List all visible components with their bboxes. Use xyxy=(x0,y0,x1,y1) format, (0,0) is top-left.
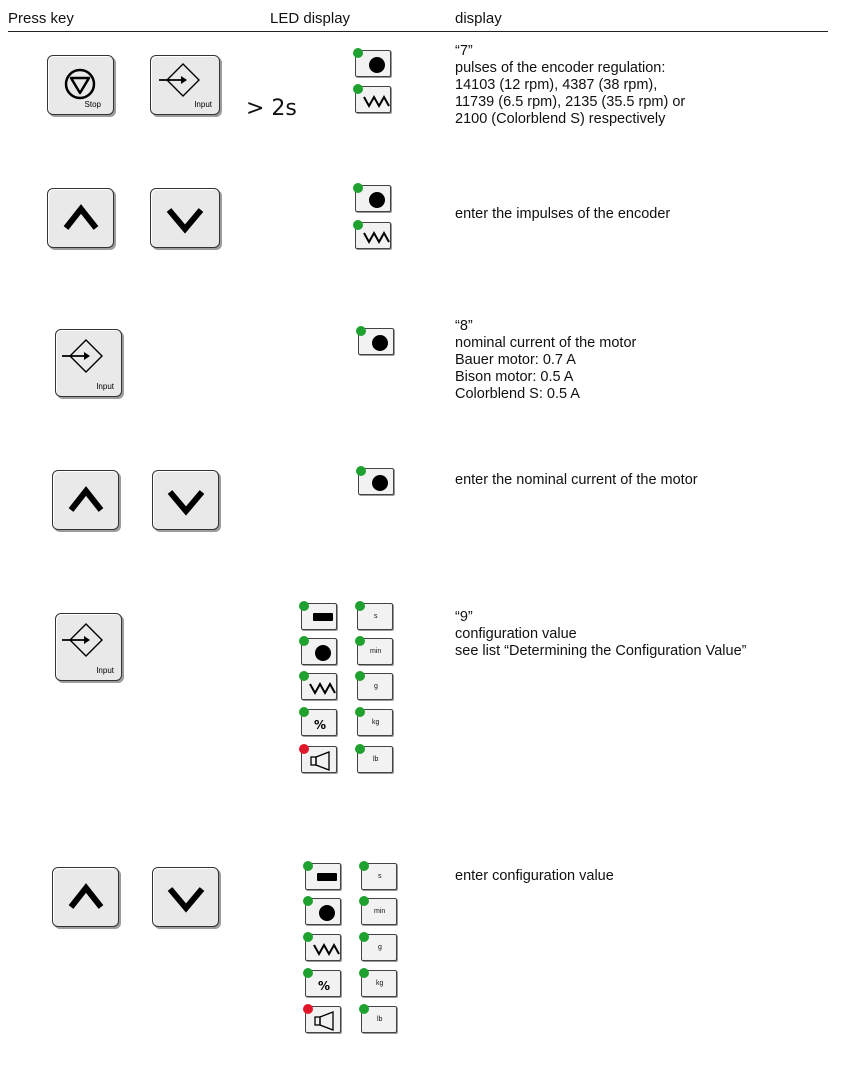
led-green xyxy=(355,744,365,754)
row3-line: Bauer motor: 0.7 A xyxy=(455,352,576,368)
led-green xyxy=(355,671,365,681)
led-green xyxy=(359,932,369,942)
chevron-up-icon xyxy=(48,189,115,249)
horn-icon xyxy=(302,747,338,774)
led-conveyor xyxy=(301,603,337,630)
percent-icon xyxy=(306,971,342,998)
column-header-press-key: Press key xyxy=(8,10,74,27)
unit-s-label: s xyxy=(374,613,378,620)
input-key[interactable] xyxy=(55,329,122,397)
led-green xyxy=(359,968,369,978)
percent-icon xyxy=(302,710,338,737)
conveyor-icon xyxy=(302,604,338,631)
led-green xyxy=(359,1004,369,1014)
led-unit-lb xyxy=(357,746,393,773)
unit-min-label: min xyxy=(374,908,386,915)
unit-lb-label: lb xyxy=(373,756,379,763)
unit-kg-label: kg xyxy=(376,980,384,987)
led-motor xyxy=(301,638,337,665)
row6-line: enter configuration value xyxy=(455,868,614,884)
up-key[interactable] xyxy=(47,188,114,248)
stop-icon xyxy=(48,56,115,116)
row2-line: enter the impulses of the encoder xyxy=(455,206,671,222)
chevron-down-icon xyxy=(153,471,220,531)
led-green xyxy=(355,707,365,717)
led-alarm xyxy=(301,746,337,773)
led-pulses xyxy=(355,222,391,249)
led-green xyxy=(355,636,365,646)
led-pulses xyxy=(305,934,341,961)
led-unit-s xyxy=(361,863,397,890)
led-encoder xyxy=(355,185,391,212)
column-header-led-display: LED display xyxy=(270,10,351,27)
led-pulses xyxy=(301,673,337,700)
led-conveyor xyxy=(305,863,341,890)
led-unit-g xyxy=(357,673,393,700)
row1-line: pulses of the encoder regulation: xyxy=(455,60,666,76)
row5-line: “9” xyxy=(455,609,473,625)
unit-g-label: g xyxy=(374,683,378,690)
input-key-label: Input xyxy=(96,666,114,675)
input-key-label: Input xyxy=(194,100,212,109)
led-green xyxy=(359,861,369,871)
chevron-down-icon xyxy=(151,189,221,249)
unit-min-label: min xyxy=(370,648,382,655)
down-key[interactable] xyxy=(152,867,219,927)
led-percent xyxy=(305,970,341,997)
pulse-wave-icon xyxy=(306,935,342,962)
up-key[interactable] xyxy=(52,867,119,927)
chevron-up-icon xyxy=(53,868,120,928)
row5-line: configuration value xyxy=(455,626,577,642)
led-encoder xyxy=(358,468,394,495)
pulse-wave-icon xyxy=(356,223,392,250)
svg-text:%: % xyxy=(318,979,331,993)
motor-icon xyxy=(356,51,392,78)
unit-kg-label: kg xyxy=(372,719,380,726)
row3-line: Bison motor: 0.5 A xyxy=(455,369,574,385)
motor-icon xyxy=(356,186,392,213)
chevron-up-icon xyxy=(53,471,120,531)
pulse-wave-icon xyxy=(356,87,392,114)
motor-icon xyxy=(359,469,395,496)
led-encoder xyxy=(358,328,394,355)
header-rule xyxy=(8,31,828,32)
unit-s-label: s xyxy=(378,873,382,880)
horn-icon xyxy=(306,1007,342,1034)
row4-line: enter the nominal current of the motor xyxy=(455,472,698,488)
stop-key-label: Stop xyxy=(84,100,101,109)
hold-duration: > 2s xyxy=(246,96,297,121)
motor-icon xyxy=(359,329,395,356)
led-green xyxy=(355,601,365,611)
row1-line: 2100 (Colorblend S) respectively xyxy=(455,111,666,127)
chevron-down-icon xyxy=(153,868,220,928)
input-key[interactable] xyxy=(150,55,220,115)
column-header-display: display xyxy=(455,10,502,27)
row5-text xyxy=(455,609,827,660)
unit-g-label: g xyxy=(378,944,382,951)
row1-text xyxy=(455,43,685,128)
row1-line: 14103 (12 rpm), 4387 (38 rpm), xyxy=(455,77,658,93)
input-key-label: Input xyxy=(96,382,114,391)
led-encoder xyxy=(355,50,391,77)
led-percent xyxy=(301,709,337,736)
row1-line: 11739 (6.5 rpm), 2135 (35.5 rpm) or xyxy=(455,94,686,110)
input-key[interactable] xyxy=(55,613,122,681)
led-unit-min xyxy=(357,638,393,665)
down-key[interactable] xyxy=(150,188,220,248)
row6-text xyxy=(455,868,614,885)
motor-icon xyxy=(306,899,342,926)
conveyor-icon xyxy=(306,864,342,891)
led-pulses xyxy=(355,86,391,113)
row5-line: see list “Determining the Configuration Value” xyxy=(455,643,747,659)
led-unit-lb xyxy=(361,1006,397,1033)
unit-lb-label: lb xyxy=(377,1016,383,1023)
led-alarm xyxy=(305,1006,341,1033)
led-unit-s xyxy=(357,603,393,630)
pulse-wave-icon xyxy=(302,674,338,701)
svg-text:%: % xyxy=(314,718,327,732)
row1-line: “7” xyxy=(455,43,473,59)
down-key[interactable] xyxy=(152,470,219,530)
led-unit-g xyxy=(361,934,397,961)
led-unit-min xyxy=(361,898,397,925)
row4-text xyxy=(455,472,698,489)
led-motor xyxy=(305,898,341,925)
led-unit-kg xyxy=(361,970,397,997)
led-green xyxy=(359,896,369,906)
up-key[interactable] xyxy=(52,470,119,530)
stop-key[interactable] xyxy=(47,55,114,115)
row3-line: nominal current of the motor xyxy=(455,335,637,351)
motor-icon xyxy=(302,639,338,666)
led-unit-kg xyxy=(357,709,393,736)
row3-text xyxy=(455,318,636,403)
row2-text xyxy=(455,206,670,223)
row3-line: Colorblend S: 0.5 A xyxy=(455,386,580,402)
row3-line: “8” xyxy=(455,318,473,334)
